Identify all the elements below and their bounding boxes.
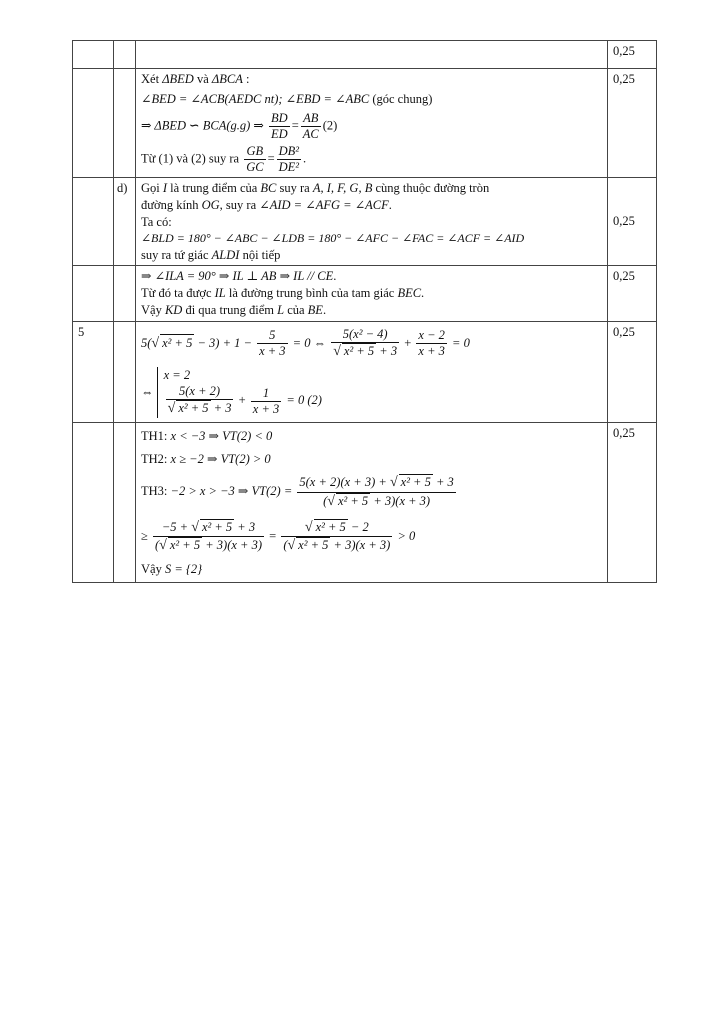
row-5 bbox=[73, 322, 657, 423]
content-line: Vậy KD đi qua trung điểm L của BE. bbox=[141, 303, 327, 318]
score-value: 0,25 bbox=[613, 44, 635, 58]
score-value: 0,25 bbox=[613, 325, 635, 340]
row-3 bbox=[73, 177, 657, 266]
cell-part bbox=[114, 322, 136, 423]
fraction: $\frac{\text{DB²}}{\text{DE²}}$ bbox=[278, 143, 300, 174]
score-value: 0,25 bbox=[613, 214, 635, 229]
cell-score bbox=[608, 69, 657, 178]
fraction: $\frac{\text{√ x² + 5 − 2}}{\text{(√ x² + 5 + 3)(x + 3)}}$ bbox=[283, 519, 391, 554]
content-line: Từ (1) và (2) suy ra $\frac{GB}{GC}$ = $\frac{\text{DB²}}{\text{DE²}}$ . bbox=[141, 143, 307, 174]
content-line: Gọi I là trung điểm của BC suy ra A, I, F, G, B cùng thuộc đường tròn bbox=[141, 180, 490, 195]
cell-part bbox=[114, 69, 136, 178]
row-6 bbox=[73, 423, 657, 583]
fraction: $\frac{BD}{ED}$ bbox=[271, 110, 288, 141]
equation-system: ⇔ x = 2 $\frac{5(x + 2)}{\text{√ x² + 5 + 3}}$ + $\frac{1}{x + 3}$ = 0 (2) bbox=[141, 367, 322, 417]
cell-content bbox=[136, 423, 608, 583]
cell-content bbox=[136, 266, 608, 322]
cell-question bbox=[73, 41, 114, 69]
fraction: $\frac{\text{5(x² − 4)}}{\text{√ x² + 5 + 3}}$ bbox=[333, 327, 398, 360]
cell-content bbox=[136, 41, 608, 69]
cell-content bbox=[136, 177, 608, 266]
cell-part bbox=[114, 266, 136, 322]
content-line: đường kính OG, suy ra ∠AID = ∠AFG = ∠ACF. bbox=[141, 197, 392, 212]
content-line: Xét ΔBED và ΔBCA : bbox=[141, 72, 250, 86]
cell-question bbox=[73, 177, 114, 266]
cell-question bbox=[73, 69, 114, 178]
cell-question bbox=[73, 322, 114, 423]
conclusion-line: Vậy S = {2} bbox=[141, 562, 203, 577]
content-line: ⇒ ∠ILA = 90° ⇒ IL ⊥ AB ⇒ IL // CE. bbox=[141, 269, 337, 284]
fraction: $\frac{x - 2}{x + 3}$ bbox=[418, 328, 445, 359]
content-line: ∠BED = ∠ACB(AEDC nt); ∠EBD = ∠ABC (góc chung) bbox=[141, 91, 433, 106]
cell-part bbox=[114, 177, 136, 266]
cell-question bbox=[73, 423, 114, 583]
content-line: Ta có: bbox=[141, 214, 172, 229]
fraction: $\frac{\text{5(x + 2)(x + 3) + √ x² + 5 + 3}}{\text{(√ x² + 5 + 3)(x + 3)}}$ bbox=[299, 474, 454, 509]
content-line: ⇒ ΔBED ∽ BCA(g.g) ⇒ $\frac{BD}{ED}$ = $\frac{AB}{AC}$ (2) bbox=[141, 110, 338, 141]
case-line: TH1: x < −3 ⇒ VT(2) < 0 bbox=[141, 429, 273, 444]
inequality-line: ≥ $\frac{\text{−5 + √ x² + 5 + 3}}{\text{(√ x² + 5 + 3)(x + 3)}}$ = $\frac{\text{√ x² + 5 − 2}}{\text{(√ x² + 5 + 3)(x + 3)}}$ > 0 bbox=[141, 519, 416, 554]
system-bracket: x = 2 $\frac{5(x + 2)}{\text{√ x² + 5 + 3}}$ + $\frac{1}{x + 3}$ = 0 (2) bbox=[157, 367, 322, 418]
row-4 bbox=[73, 266, 657, 322]
case-line: TH3: −2 > x > −3 ⇒ VT(2) = $\frac{\text{5(x + 2)(x + 3) + √ x² + 5 + 3}}{\text{(√ x² + 5 + 3)(x + 3)}}$ bbox=[141, 474, 454, 509]
score-value: 0,25 bbox=[613, 426, 635, 441]
fraction: $\frac{5}{x + 3}$ bbox=[259, 328, 286, 359]
fraction: $\frac{1}{x + 3}$ bbox=[252, 385, 280, 416]
cell-score bbox=[608, 423, 657, 583]
answer-table bbox=[72, 40, 657, 583]
score-value: 0,25 bbox=[613, 72, 635, 86]
cell-content bbox=[136, 322, 608, 423]
part-label: d) bbox=[117, 180, 128, 195]
row-1 bbox=[73, 41, 657, 69]
cell-content bbox=[136, 69, 608, 178]
question-number: 5 bbox=[78, 325, 85, 340]
cell-question bbox=[73, 266, 114, 322]
row-2 bbox=[73, 69, 657, 178]
cell-part bbox=[114, 423, 136, 583]
case-line: TH2: x ≥ −2 ⇒ VT(2) > 0 bbox=[141, 452, 271, 467]
cell-score bbox=[608, 322, 657, 423]
cell-score bbox=[608, 41, 657, 69]
fraction: $\frac{GB}{GC}$ bbox=[246, 143, 264, 174]
content-line: Từ đó ta được IL là đường trung bình của tam giác BEC. bbox=[141, 286, 425, 301]
cell-score bbox=[608, 177, 657, 266]
fraction: $\frac{\text{−5 + √ x² + 5 + 3}}{\text{(√ x² + 5 + 3)(x + 3)}}$ bbox=[155, 519, 262, 554]
content-line: suy ra tứ giác ALDI nội tiếp bbox=[141, 247, 281, 262]
fraction: $\frac{AB}{AC}$ bbox=[302, 110, 319, 141]
score-value: 0,25 bbox=[613, 269, 635, 284]
cell-score bbox=[608, 266, 657, 322]
equation-line: 5(√ x² + 5 − 3) + 1 − $\frac{5}{x + 3}$ = 0 ⇔ $\frac{\text{5(x² − 4)}}{\text{√ x² + 5 + 3}}$ + $\frac{x - 2}{x + 3}$ = 0 bbox=[141, 327, 470, 360]
cell-part bbox=[114, 41, 136, 69]
content-line: ∠BLD = 180° − ∠ABC − ∠LDB = 180° − ∠AFC − ∠FAC = ∠ACF = ∠AID bbox=[141, 231, 525, 246]
fraction: $\frac{5(x + 2)}{\text{√ x² + 5 + 3}}$ bbox=[167, 384, 232, 417]
